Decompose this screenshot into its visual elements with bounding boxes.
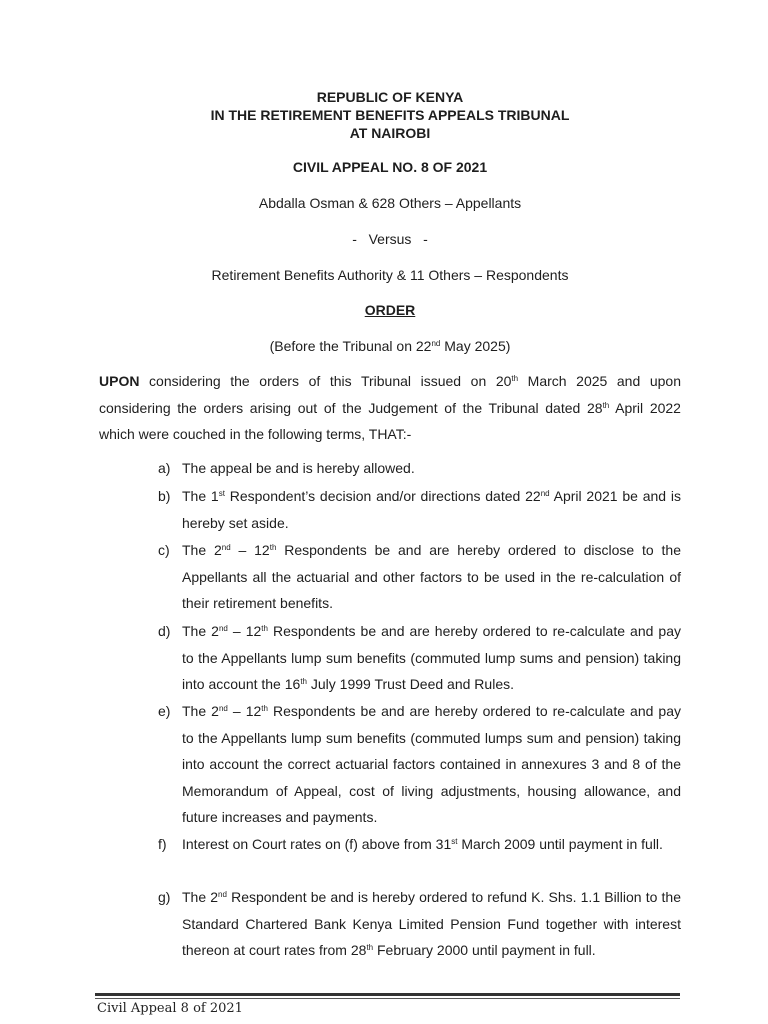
order-item-a: a) The appeal be and is hereby allowed. <box>158 455 681 482</box>
footer-case-reference: Civil Appeal 8 of 2021 <box>97 1001 243 1016</box>
header-location: AT NAIROBI <box>349 125 431 141</box>
item-label: e) <box>158 703 171 719</box>
item-label: b) <box>158 488 171 504</box>
footer-rule-thick <box>95 993 680 996</box>
order-item-f: f) Interest on Court rates on (f) above from 31st March 2009 until payment in full. <box>158 831 681 858</box>
header-republic: REPUBLIC OF KENYA <box>316 89 464 105</box>
order-item-d: d) The 2nd – 12th Respondents be and are hereby ordered to re-calculate and pay to the Appellants lump sum benefits (commuted lump sums and pension) taking into account the 16th July 1999 Trust Deed and Rules. <box>158 618 681 698</box>
footer-rule-thin <box>95 998 680 999</box>
order-item-e: e) The 2nd – 12th Respondents be and are hereby ordered to re-calculate and pay to the Appellants lump sum benefits (commuted lumps sum and pension) taking into account the correct actuarial factors contained in annexures 3 and 8 of the Memorandum of Appeal, cost of living adjustments, housing allowance, and future increases and payments. <box>158 698 681 831</box>
respondents-line: Retirement Benefits Authority & 11 Others – Respondents <box>211 267 569 283</box>
item-label: g) <box>158 889 171 905</box>
versus-line: - Versus - <box>352 231 428 247</box>
order-item-g: g) The 2nd Respondent be and is hereby ordered to refund K. Shs. 1.1 Billion to the Standard Chartered Bank Kenya Limited Pension Fund together with interest thereon at court rates from 28th February 2000 until payment in full. <box>158 884 681 964</box>
order-before-line: (Before the Tribunal on 22nd May 2025) <box>269 338 511 354</box>
order-item-c: c) The 2nd – 12th Respondents be and are hereby ordered to disclose to the Appellants all the actuarial and other factors to be used in the re-calculation of their retirement benefits. <box>158 537 681 617</box>
appellants-line: Abdalla Osman & 628 Others – Appellants <box>258 195 522 211</box>
case-number: CIVIL APPEAL NO. 8 OF 2021 <box>292 159 488 175</box>
order-item-b: b) The 1st Respondent’s decision and/or directions dated 22nd April 2021 be and is hereby set aside. <box>158 483 681 536</box>
item-label: d) <box>158 623 171 639</box>
item-label: c) <box>158 542 170 558</box>
item-label: f) <box>158 836 167 852</box>
item-label: a) <box>158 460 171 476</box>
header-tribunal: IN THE RETIREMENT BENEFITS APPEALS TRIBUNAL <box>210 107 570 123</box>
order-title: ORDER <box>364 302 416 318</box>
intro-paragraph: UPON considering the orders of this Tribunal issued on 20th March 2025 and upon considering the orders arising out of the Judgement of the Tribunal dated 28th April 2022 which were couched in the following terms, THAT:- <box>99 373 681 442</box>
